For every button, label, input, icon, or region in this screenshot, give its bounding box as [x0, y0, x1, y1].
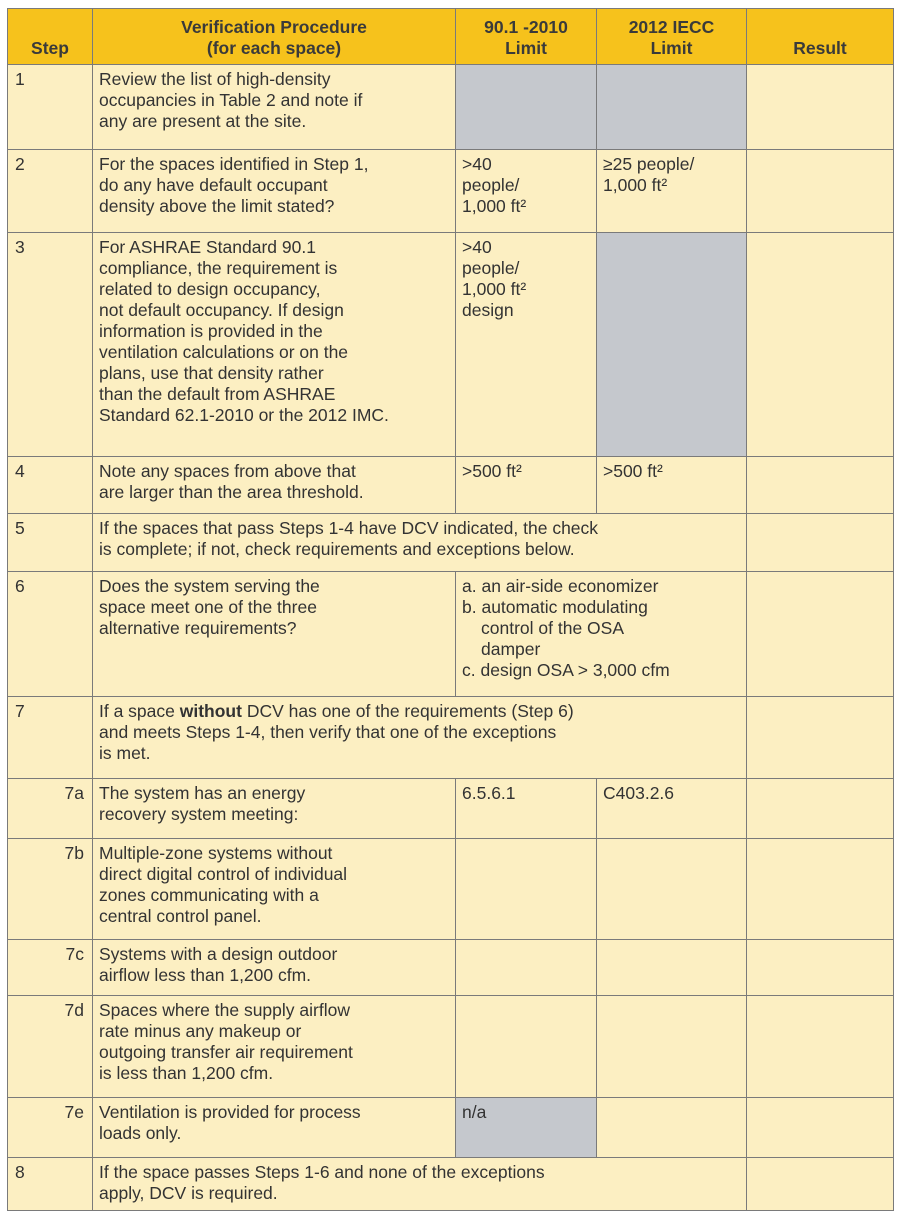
step-number: 7e: [8, 1098, 93, 1157]
result-cell: [747, 456, 894, 513]
ashrae-limit-cell: [456, 996, 597, 1098]
result-cell: [747, 1098, 894, 1157]
iecc-limit-cell: >500 ft²: [597, 456, 747, 513]
header-row: [8, 9, 894, 65]
procedure-text: Ventilation is provided for process loads only.: [93, 1098, 456, 1157]
procedure-text: Spaces where the supply airflow rate minus any makeup or outgoing transfer air requirement is less than 1,200 cfm.: [93, 996, 456, 1098]
step-number: 2: [8, 150, 93, 233]
table-row-step-8: [8, 1157, 894, 1210]
table-row-step-5: [8, 513, 894, 571]
ashrae-limit-cell: [456, 65, 597, 150]
table-row-step-2: [8, 150, 894, 233]
header-procedure: Verification Procedure (for each space): [93, 9, 456, 65]
procedure-text: Multiple-zone systems without direct digital control of individual zones communicating with a central control panel.: [93, 838, 456, 939]
iecc-limit-cell: [597, 1098, 747, 1157]
step-number: 1: [8, 65, 93, 150]
step-number: 3: [8, 232, 93, 456]
table-row-step-6: [8, 572, 894, 697]
result-cell: [747, 778, 894, 838]
header-ashrae-limit: 90.1 -2010 Limit: [456, 9, 597, 65]
result-cell: [747, 996, 894, 1098]
ashrae-limit-cell: >500 ft²: [456, 456, 597, 513]
header-result: Result: [747, 9, 894, 65]
header-iecc-limit: 2012 IECC Limit: [597, 9, 747, 65]
header-step: Step: [8, 9, 93, 65]
step-number: 7c: [8, 940, 93, 996]
step-number: 7d: [8, 996, 93, 1098]
result-cell: [747, 1157, 894, 1210]
ashrae-limit-cell: [456, 838, 597, 939]
procedure-text: Does the system serving the space meet one of the three alternative requirements?: [93, 572, 456, 697]
ashrae-limit-cell: >40 people/ 1,000 ft²: [456, 150, 597, 233]
alternative-requirements: a. an air-side economizer b. automatic modulating control of the OSA damper c. design OSA > 3,000 cfm: [456, 572, 747, 697]
result-cell: [747, 838, 894, 939]
dcv-verification-table: [7, 8, 894, 1211]
procedure-text: Review the list of high-density occupancies in Table 2 and note if any are present at the site.: [93, 65, 456, 150]
table-row-step-7c: [8, 940, 894, 996]
procedure-text: Systems with a design outdoor airflow less than 1,200 cfm.: [93, 940, 456, 996]
procedure-text: For ASHRAE Standard 90.1 compliance, the requirement is related to design occupancy, not default occupancy. If design information is provided in the ventilation calculations or on the plans, use that density rather than the default from ASHRAE Standard 62.1-2010 or the 2012 IMC.: [93, 232, 456, 456]
iecc-limit-cell: ≥25 people/ 1,000 ft²: [597, 150, 747, 233]
emphasis-without: without: [179, 700, 242, 721]
iecc-limit-cell: [597, 65, 747, 150]
iecc-limit-cell: C403.2.6: [597, 778, 747, 838]
ashrae-limit-cell: [456, 940, 597, 996]
step-number: 7: [8, 696, 93, 778]
table-row-step-1: [8, 65, 894, 150]
iecc-limit-cell: [597, 232, 747, 456]
procedure-text: Note any spaces from above that are larger than the area threshold.: [93, 456, 456, 513]
procedure-text: For the spaces identified in Step 1, do any have default occupant density above the limit stated?: [93, 150, 456, 233]
step-number: 6: [8, 572, 93, 697]
procedure-text: If the spaces that pass Steps 1-4 have DCV indicated, the check is complete; if not, check requirements and exceptions below.: [93, 513, 747, 571]
ashrae-limit-cell: n/a: [456, 1098, 597, 1157]
step-number: 5: [8, 513, 93, 571]
ashrae-limit-cell: 6.5.6.1: [456, 778, 597, 838]
result-cell: [747, 65, 894, 150]
step-number: 4: [8, 456, 93, 513]
ashrae-limit-cell: >40 people/ 1,000 ft² design: [456, 232, 597, 456]
result-cell: [747, 696, 894, 778]
table-row-step-7a: [8, 778, 894, 838]
table-row-step-7e: [8, 1098, 894, 1157]
table-row-step-7b: [8, 838, 894, 939]
result-cell: [747, 572, 894, 697]
result-cell: [747, 940, 894, 996]
table-row-step-7d: [8, 996, 894, 1098]
procedure-text: The system has an energy recovery system meeting:: [93, 778, 456, 838]
table-row-step-7: [8, 696, 894, 778]
table-row-step-3: [8, 232, 894, 456]
step-number: 7a: [8, 778, 93, 838]
step-number: 8: [8, 1157, 93, 1210]
procedure-text: If the space passes Steps 1-6 and none of the exceptions apply, DCV is required.: [93, 1157, 747, 1210]
procedure-text: If a space without DCV has one of the requirements (Step 6) and meets Steps 1-4, then verify that one of the exceptions is met.: [93, 696, 747, 778]
iecc-limit-cell: [597, 838, 747, 939]
table-row-step-4: [8, 456, 894, 513]
iecc-limit-cell: [597, 996, 747, 1098]
step-number: 7b: [8, 838, 93, 939]
result-cell: [747, 232, 894, 456]
result-cell: [747, 150, 894, 233]
result-cell: [747, 513, 894, 571]
iecc-limit-cell: [597, 940, 747, 996]
